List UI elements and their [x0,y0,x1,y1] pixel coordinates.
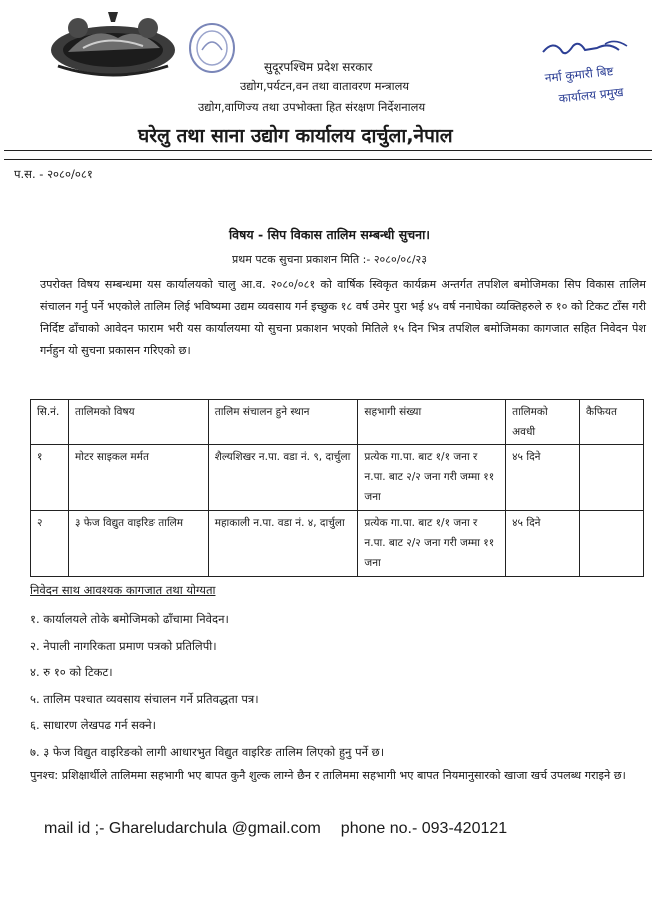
cell-subject: ३ फेज विद्युत वाइरिङ तालिम [68,511,208,577]
table-row [31,511,644,577]
nepal-emblem-icon [38,8,188,80]
cell-participants: प्रत्येक गा.पा. बाट १/१ जना र न.पा. बाट २/२ जना गरी जम्मा ११ जना [358,445,506,511]
training-table [30,399,644,577]
col-serial: सि.नं. [31,400,69,445]
header-province: सुदूरपश्चिम प्रदेश सरकार [264,60,373,74]
notice-subject: विषय - सिप विकास तालिम सम्बन्धी सुचना। [228,227,431,242]
header-directorate: उद्योग,वाणिज्य तथा उपभोक्ता हित संरक्षण निर्देशनालय [198,100,426,114]
col-participants: सहभागी संख्या [358,400,506,445]
list-item: ६. साधारण लेखपढ गर्न सक्ने। [30,718,156,732]
col-duration: तालिमको अवधी [506,400,580,445]
col-subject: तालिमको विषय [68,400,208,445]
list-item: ५. तालिम पश्चात व्यवसाय संचालन गर्ने प्रतिवद्धता पत्र। [30,691,259,706]
cell-remarks [580,511,644,577]
cell-location: शैल्यशिखर न.पा. वडा नं. ९, दार्चुला [208,445,358,511]
signature-stamp-icon [535,38,645,110]
list-item: २. नेपाली नागरिकता प्रमाण पत्रको प्रतिलिपी। [30,638,217,653]
col-remarks: कैफियत [580,400,644,445]
header-divider-2 [4,159,652,160]
svg-text:नर्मा कुमारी बिष्ट: नर्मा कुमारी बिष्ट [544,64,615,86]
phone-number: phone no.- 093-420121 [340,820,508,837]
col-location: तालिम संचालन हुने स्थान [208,400,358,445]
cell-duration: ४५ दिने [506,511,580,577]
reference-number: प.स. - २०८०/०८१ [14,167,93,181]
cell-serial: २ [31,511,69,577]
requirements-title: निवेदन साथ आवश्यक कागजात तथा योग्यता [30,583,216,597]
cell-participants: प्रत्येक गा.पा. बाट १/१ जना र न.पा. बाट २/२ जना गरी जम्मा ११ जना [358,511,506,577]
office-seal-icon [186,20,238,76]
list-item: ४. रु १० को टिकट। [30,665,113,679]
cell-subject: मोटर साइकल मर्मत [68,445,208,511]
mail-id: mail id ;- Ghareludarchula @gmail.com [44,820,321,837]
list-item: ७. ३ फेज विद्युत वाइरिङको लागी आधारभुत विद्युत वाइरिङ तालिम लिएको हुनु पर्ने छ। [30,744,385,759]
cell-location: महाकाली न.पा. वडा नं. ४, दार्चुला [208,511,358,577]
list-item: १. कार्यालयले तोके बमोजिमको ढाँचामा निवेदन। [30,612,229,626]
contact-line [44,820,507,838]
publication-date: प्रथम पटक सुचना प्रकाशन मिति :- २०८०/०८/२३ [232,253,427,266]
postscript-note: पुनश्च: प्रशिक्षार्थीले तालिममा सहभागी भए बापत कुनै शुल्क लाग्ने छैन र तालिममा सहभागी भए बापत नियमानुसारको खाजा खर्च उपलब्ध गराइने छ। [30,769,626,782]
requirements-list [30,606,384,765]
cell-remarks [580,445,644,511]
cell-duration: ४५ दिने [506,445,580,511]
table-header-row [31,400,644,445]
cell-serial: १ [31,445,69,511]
notice-body: उपरोक्त विषय सम्बन्धमा यस कार्यालयको चालु आ.व. २०८०/०८१ को वार्षिक स्विकृत कार्यक्रम अन्तर्गत तपशिल बमोजिमका सिप विकास तालिम संचालन गर्नु पर्ने भएकोले तालिम लिई भविष्यमा उद्यम व्यवसाय गर्न इच्छुक १८ वर्ष उमेर पुरा भई ४५ वर्ष ननाघेका व्यक्तिहरुले रु १० को टिकट टाँस गरी निर्दिष्ट ढाँचाको आवेदन फाराम भरी यस कार्यालयमा यो सुचना प्रकाशन भएको मितिले १५ दिन भित्र तपशिल बमोजिमका कागजात सहित निवेदन पेश गर्नहुन यो सुचना प्रकासन गरिएको छ। [40,278,647,357]
office-title: घरेलु तथा साना उद्योग कार्यालय दार्चुला,नेपाल [138,125,453,147]
table-row [31,445,644,511]
header-divider [4,150,652,151]
svg-text:कार्यालय प्रमुख: कार्यालय प्रमुख [557,84,625,106]
header-ministry: उद्योग,पर्यटन,वन तथा वातावरण मन्त्रालय [240,79,410,93]
